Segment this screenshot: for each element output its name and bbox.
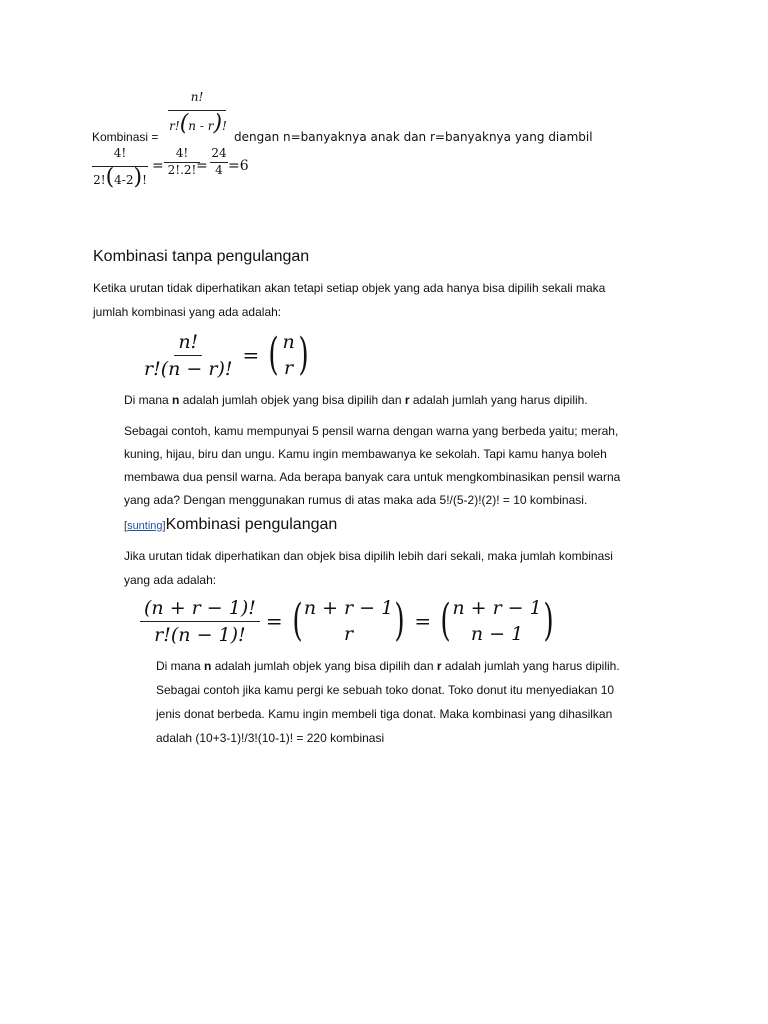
section2-equals1: =: [265, 609, 283, 633]
section2-intro: [124, 544, 704, 592]
section1-binom-top: n: [282, 331, 295, 353]
section2-binom1-top: n + r − 1: [303, 597, 394, 619]
top-formula: [92, 88, 692, 198]
top-formula-denominator: r!(n - r)!: [169, 111, 227, 136]
n-variable: n: [172, 393, 180, 407]
section1-denominator: r!(n − r)!: [144, 357, 233, 380]
section2-numerator: (n + r − 1)!: [140, 597, 260, 622]
top-formula-fraction: [168, 90, 228, 135]
top-formula-numerator: n!: [168, 90, 226, 111]
section2-formula: [140, 592, 557, 650]
section2-binom1-bottom: r: [343, 623, 354, 645]
section2-intro-line2: yang ada adalah:: [124, 573, 217, 587]
section2-left-paren2: (: [440, 595, 451, 646]
section2-heading-row: [sunting]Kombinasi pengulangan: [124, 516, 338, 533]
section1-example-line: kuning, hijau, biru dan ungu. Kamu ingin membawanya ke sekolah. Tapi kamu hanya boleh: [124, 447, 607, 461]
example-den2: 2!.2!: [167, 163, 197, 177]
section1-example-line: membawa dua pensil warna. Ada berapa banyak cara untuk mengkombinasikan pensil warna: [124, 470, 621, 484]
section2-left-paren1: (: [292, 595, 303, 646]
top-formula-description: dengan n=banyaknya anak dan r=banyaknya yang diambil: [234, 130, 593, 144]
section1-numerator: n!: [174, 331, 202, 356]
example-num3: 24: [210, 146, 228, 163]
section2-equals2: =: [414, 609, 432, 633]
section2-example-line: Sebagai contoh jika kamu pergi ke sebuah toko donat. Toko donut itu menyediakan 10: [156, 683, 615, 697]
section1-binom-bottom: r: [284, 357, 294, 379]
section1-intro: [93, 276, 693, 324]
section1-intro-line2: jumlah kombinasi yang ada adalah:: [93, 305, 282, 319]
example-eq1: =: [152, 158, 164, 174]
section1-left-paren: (: [268, 329, 280, 380]
section1-formula-fraction: [140, 331, 237, 380]
r-variable: r: [436, 659, 442, 673]
section1-binom: [282, 329, 294, 381]
section1-example-line: Sebagai contoh, kamu mempunyai 5 pensil warna dengan warna yang berbeda yaitu; merah,: [124, 424, 619, 438]
section2-heading: Kombinasi pengulangan: [165, 516, 338, 533]
section2-binom2: [452, 595, 541, 647]
section1-intro-line1: Ketika urutan tidak diperhatikan akan tetapi setiap objek yang ada hanya bisa dipilih sekali maka: [93, 281, 606, 295]
section2-right-paren2: ): [543, 595, 554, 646]
section2-binom2-top: n + r − 1: [452, 597, 542, 619]
section2-where: Di mana n adalah jumlah objek yang bisa dipilih dan r adalah jumlah yang harus dipilih.: [156, 659, 620, 673]
example-result: =6: [228, 158, 249, 174]
edit-link[interactable]: sunting: [127, 520, 163, 532]
section2-right-paren1: ): [394, 595, 405, 646]
section2-body: [156, 654, 696, 750]
section2-example-line: adalah (10+3-1)!/3!(10-1)! = 220 kombinasi: [156, 731, 385, 745]
section2-intro-line1: Jika urutan tidak diperhatikan dan objek bisa dipilih lebih dari sekali, maka jumlah kombinasi: [124, 549, 613, 563]
section2-formula-fraction: [140, 597, 260, 646]
section1-example: [124, 420, 684, 512]
section1-right-paren: ): [298, 329, 309, 380]
section1-equals: =: [242, 343, 260, 367]
kombinasi-label: Kombinasi =: [92, 130, 159, 144]
example-num2: 4!: [164, 146, 200, 163]
section1-example-line: yang ada? Dengan menggunakan rumus di atas maka ada 5!/(5-2)!(2)! = 10 kombinasi.: [124, 493, 588, 507]
example-den3: 4: [215, 163, 223, 177]
section1-heading: Kombinasi tanpa pengulangan: [93, 248, 310, 265]
section2-binom1: [304, 595, 393, 647]
r-variable: r: [404, 393, 410, 407]
example-num1: 4!: [92, 146, 148, 167]
example-eq2: =: [196, 158, 208, 174]
section2-example-line: jenis donat berbeda. Kamu ingin membeli tiga donat. Maka kombinasi yang dihasilkan: [156, 707, 613, 721]
example-den1: 2!(4-2)!: [93, 165, 147, 190]
section1-formula: [140, 326, 312, 384]
section2-binom2-bottom: n − 1: [470, 623, 524, 645]
section1-where: Di mana n adalah jumlah objek yang bisa dipilih dan r adalah jumlah yang harus dipilih.: [124, 393, 588, 407]
n-variable: n: [204, 659, 212, 673]
section2-denominator: r!(n − 1)!: [154, 623, 246, 646]
